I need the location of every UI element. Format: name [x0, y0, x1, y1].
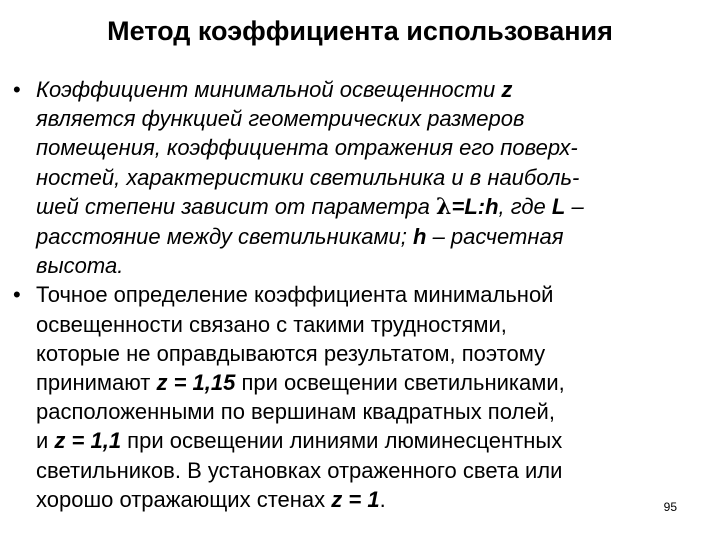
value-z-1-15: z = 1,15: [156, 370, 236, 396]
bullet-list: [0, 75, 720, 514]
variable-z: z: [501, 77, 513, 102]
text-run: расстояние между светильниками;: [36, 224, 414, 250]
text-run: светильников. В установках отраженного света или: [36, 457, 563, 483]
text-run: .: [379, 486, 386, 512]
text-run: Точное определение коэффициента минимальной: [36, 282, 554, 308]
text-run: при освещении светильниками,: [235, 370, 565, 396]
text-run: принимают: [36, 370, 157, 396]
formula-lambda: =L:h: [451, 193, 499, 219]
text-run: Коэффициент минимальной освещенности: [36, 77, 502, 102]
text-run: шей степени зависит от параметра: [36, 193, 437, 219]
text-run: – расчетная: [426, 224, 564, 250]
variable-L: L: [551, 193, 566, 219]
text-run: при освещении линиями люминесцентных: [121, 428, 563, 454]
lambda-symbol: λ: [436, 193, 452, 220]
page-number: 95: [663, 500, 677, 514]
text-run: , где: [498, 193, 552, 219]
text-run: и: [36, 428, 55, 454]
text-run: является функцией геометрических размеров: [36, 106, 525, 132]
text-run: высота.: [36, 253, 124, 279]
text-run: расположенными по вершинам квадратных полей,: [36, 399, 555, 425]
variable-h: h: [413, 224, 427, 250]
text-run: которые не оправдываются результатом, поэтому: [36, 340, 546, 366]
bullet-item-1: [0, 75, 720, 280]
text-run: хорошо отражающих стенах: [36, 486, 332, 512]
text-run: –: [565, 193, 584, 219]
text-run: освещенности связано с такими трудностями,: [36, 311, 507, 337]
text-run: ностей, характеристики светильника и в наиболь-: [36, 164, 580, 190]
bullet-marker: •: [13, 282, 21, 308]
value-z-1: z = 1: [331, 486, 380, 512]
value-z-1-1: z = 1,1: [54, 428, 122, 454]
bullet-item-2: [0, 280, 720, 514]
bullet-marker: •: [13, 77, 21, 102]
slide-title: Метод коэффициента использования: [107, 16, 613, 46]
text-run: помещения, коэффициента отражения его поверх-: [36, 135, 578, 161]
